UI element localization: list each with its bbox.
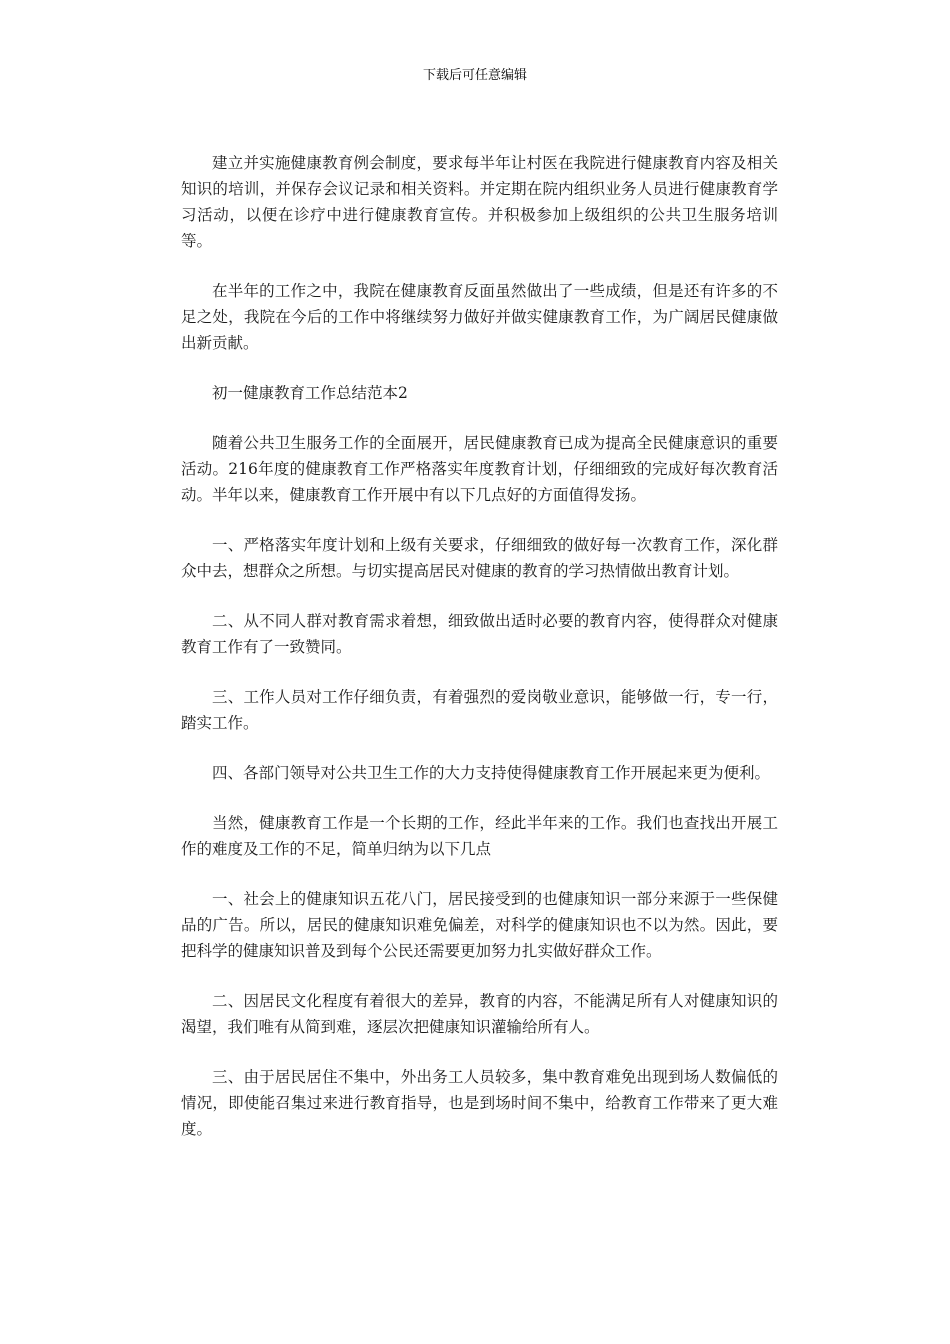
paragraph: 四、各部门领导对公共卫生工作的大力支持使得健康教育工作开展起来更为便利。 — [212, 764, 771, 782]
document-body — [181, 150, 778, 1166]
paragraph: 二、从不同人群对教育需求着想，细致做出适时必要的教育内容，使得群众对健康教育工作有了一致赞同。 — [181, 612, 778, 656]
paragraph: 三、工作人员对工作仔细负责，有着强烈的爱岗敬业意识，能够做一行，专一行，踏实工作。 — [181, 688, 778, 732]
paragraph: 随着公共卫生服务工作的全面展开，居民健康教育已成为提高全民健康意识的重要活动。216年度的健康教育工作严格落实年度教育计划，仔细细致的完成好每次教育活动。半年以来，健康教育工作开展中有以下几点好的方面值得发扬。 — [181, 434, 778, 504]
paragraph: 建立并实施健康教育例会制度，要求每半年让村医在我院进行健康教育内容及相关知识的培训，并保存会议记录和相关资料。并定期在院内组织业务人员进行健康教育学习活动，以便在诊疗中进行健康教育宣传。并积极参加上级组织的公共卫生服务培训等。 — [181, 154, 778, 250]
paragraph: 一、社会上的健康知识五花八门，居民接受到的也健康知识一部分来源于一些保健品的广告。所以，居民的健康知识难免偏差，对科学的健康知识也不以为然。因此，要把科学的健康知识普及到每个公民还需要更加努力扎实做好群众工作。 — [181, 890, 778, 960]
paragraph: 一、严格落实年度计划和上级有关要求，仔细细致的做好每一次教育工作，深化群众中去，想群众之所想。与切实提高居民对健康的教育的学习热情做出教育计划。 — [181, 536, 778, 580]
paragraph: 二、因居民文化程度有着很大的差异，教育的内容，不能满足所有人对健康知识的渴望，我们唯有从简到难，逐层次把健康知识灌输给所有人。 — [181, 992, 778, 1036]
section-heading: 初一健康教育工作总结范本2 — [212, 384, 408, 402]
paragraph: 当然，健康教育工作是一个长期的工作，经此半年来的工作。我们也查找出开展工作的难度及工作的不足，简单归纳为以下几点 — [181, 814, 778, 858]
paragraph: 在半年的工作之中，我院在健康教育反面虽然做出了一些成绩，但是还有许多的不足之处，我院在今后的工作中将继续努力做好并做实健康教育工作，为广阔居民健康做出新贡献。 — [181, 282, 778, 352]
page-header: 下载后可任意编辑 — [422, 68, 527, 83]
paragraph: 三、由于居民居住不集中，外出务工人员较多，集中教育难免出现到场人数偏低的情况，即使能召集过来进行教育指导，也是到场时间不集中，给教育工作带来了更大难度。 — [181, 1068, 778, 1138]
